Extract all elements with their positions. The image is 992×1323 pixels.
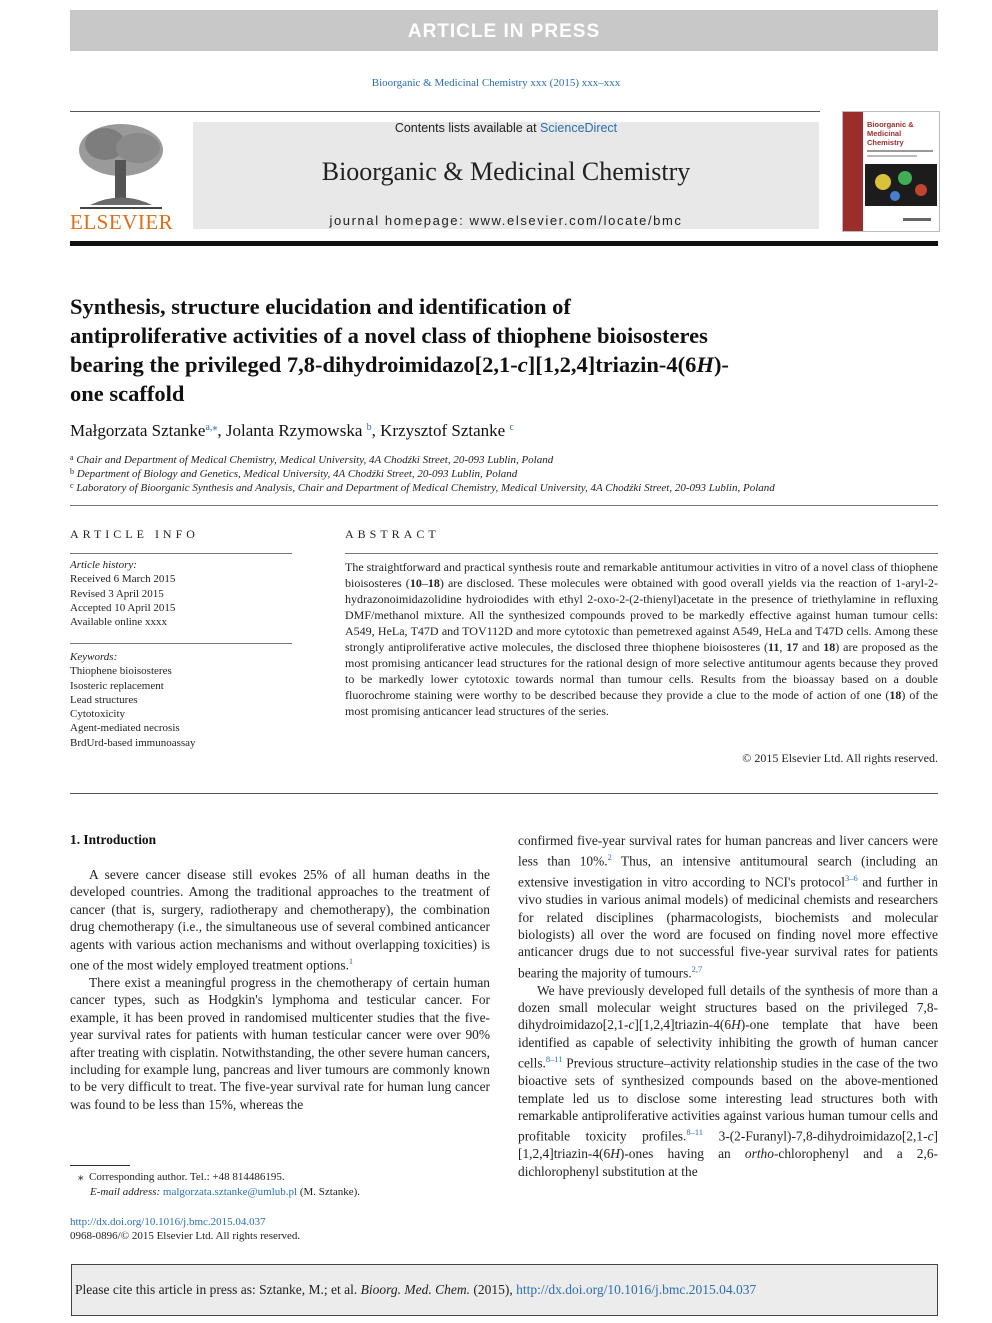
title-line-1: Synthesis, structure elucidation and identification of [70,294,571,319]
journal-title: Bioorganic & Medicinal Chemistry [321,157,691,186]
abstract-bottom-rule [70,793,938,794]
history-label: Article history: [70,559,137,571]
abstract-text [345,559,938,719]
article-info-heading: ARTICLE INFO [70,527,199,541]
intro-r2-text: Thus, an intensive antitumoural search (including an extensive investigation in vitro according to NCI's protocol [518,853,939,890]
author-1-sup[interactable]: a,⁎ [205,422,218,433]
cover-journal-title: Bioorganic & Medicinal Chemistry [867,120,914,147]
intro-p3-text: 3-(2-Furanyl)-7,8-dihydroimidazo[2,1- [703,1128,928,1144]
affiliation-b-text: Department of Biology and Genetics, Medical University, 4A Chodźki Street, 20-093 Lublin, Poland [76,468,518,480]
intro-p3-italic: H [610,1146,620,1162]
footnote-rule [70,1165,130,1166]
compound-ref: 18 [427,576,440,590]
keywords-label: Keywords: [70,651,118,663]
author-3: Krzysztof Sztanke [380,421,506,440]
intro-p3-italic: c [628,1017,635,1033]
left-column [70,866,490,1113]
sciencedirect-link[interactable]: ScienceDirect [540,121,618,135]
email-link[interactable]: malgorzata.sztanke@umlub.pl [162,1186,298,1198]
compound-ref: 18 [823,640,836,654]
intro-paragraph-1 [70,866,490,974]
journal-homepage[interactable]: journal homepage: www.elsevier.com/locate/bmc [329,213,683,228]
keywords-list [70,650,300,750]
cite-journal: Bioorg. Med. Chem. [360,1282,471,1297]
intro-paragraph-3 [518,982,938,1180]
keyword: Thiophene bioisosteres [70,665,172,678]
header-bottom-rule [70,241,938,246]
revised-date: Revised 3 April 2015 [70,587,164,600]
intro-p3-text: We have previously developed full details of the synthesis of more than a dozen small molecular weight structures based on the privileged 7,8-dihydroimidazo[2,1- [518,982,938,1033]
title-line-3-part-b: c [517,352,528,377]
cite-prefix: Please cite this article in press as: Sztanke, M.; et al. [75,1282,361,1297]
footnote-star: ⁎ [78,1171,84,1183]
intro-p2-text: There exist a meaningful progress in the chemotherapy of certain human cancer types, such as Hodgkin's lymphoma and testicular cancer. For example, it has been proved in randomised multicenter studies that the five-year survival rates for patients with human testicular cancer were over 90% after treating with cisplatin. Notwithstanding, the other severe human cancers, including for example lung, pancreas and liver tumours are commonly known to be very difficult to treat. The five-year survival rate for human lung cancer was found to be less than 15%, whereas the [70,974,490,1112]
abstract-copyright: © 2015 Elsevier Ltd. All rights reserved. [742,751,938,765]
abstract-part: and [798,640,824,654]
affiliation-b-sup: b [70,467,74,476]
keywords-rule [70,643,292,644]
keyword: BrdUrd-based immunoassay [70,736,196,749]
abstract-part: ) are disclosed. These molecules were obtained with good overall yields via the reaction of 1-aryl-2-hydrazonoimidazolidine hydroiodides with ethyl 2-oxo-2-(2-thienyl)acetate in the presence of triethylamine in refluxing DMF/methanol mixture. All the synthesized compounds proved to be markedly effective against human tumour cells: A549, HeLa, T47D and TOV112D and more cytotoxic than pemetrexed against A549, HeLa and T47D cells. Among these strongly antiproliferative active molecules, the disclosed three thiophene bioisosteres ( [345,576,938,654]
intro-p3-text: ][1,2,4]triazin-4(6 [634,1017,732,1033]
intro-p3-text: Previous structure–activity relationship studies in the case of the two bioactive sets of synthesized compounds based on the above-mentioned template led us to disclose some interesting lead structures both with remarkable antiproliferative activities against various human tumour cells and profitable toxicity profiles. [518,1055,938,1144]
compound-ref: 18 [889,688,902,702]
keyword: Cytotoxicity [70,708,125,721]
intro-paragraph-2 [70,974,490,1113]
citation-ref[interactable]: 8–11 [545,1054,563,1065]
publisher-wordmark: ELSEVIER [70,210,174,234]
corresponding-author-footnote [70,1170,490,1200]
accepted-date: Accepted 10 April 2015 [70,601,176,614]
intro-p3-italic: ortho [744,1146,774,1162]
intro-p3-text: ][1,2,4]triazin-4(6 [518,1128,938,1162]
abstract-heading: ABSTRACT [345,527,440,541]
author-2-sup[interactable]: b [366,422,372,433]
affiliation-a [70,453,930,466]
journal-reference-link[interactable]: Bioorganic & Medicinal Chemistry xxx (2015) xxx–xxx [371,77,621,89]
intro-r3-text: and further in vivo studies in various animal models) of medicinal chemists and researchers for related disciplines (pharmacologists, biochemists and molecular biologists) all over the word are focused on finding novel more effective anticancer drugs due to not successful five-year survival rates for patients bearing the majority of tumours. [518,874,938,981]
email-label: E-mail address: [90,1186,163,1198]
contents-prefix: Contents lists available at [394,121,541,135]
compound-ref: 17 [786,640,799,654]
intro-p3-text: -chlorophenyl and a 2,6-dichlorophenyl substitution at the [518,1146,938,1179]
author-2: Jolanta Rzymowska [225,421,363,440]
article-info-rule [70,553,292,554]
intro-p3-italic: H [731,1017,741,1033]
title-line-2: antiproliferative activities of a novel class of thiophene bioisosteres [70,323,708,348]
footnote-corresponding: Corresponding author. Tel.: +48 814486195. [89,1171,285,1183]
citation-box [71,1264,938,1316]
header-top-rule [70,111,820,112]
contents-line [193,121,819,135]
cite-doi-link[interactable]: http://dx.doi.org/10.1016/j.bmc.2015.04.037 [516,1282,757,1297]
citation-ref[interactable]: 8–11 [686,1127,704,1138]
keyword: Lead structures [70,693,138,706]
citation-ref[interactable]: 2,7 [691,963,703,974]
title-line-3-part-e: )- [713,352,729,377]
affiliation-a-sup: a [70,453,74,462]
intro-p1-text: A severe cancer disease still evokes 25% of all human deaths in the developed countries. Among the traditional approaches to the treatment of cancer (that is, surgery, radiotherapy and chemotherapy), the combination drug chemotherapy (i.e., the simultaneous use of several combined anticancer agents with various action mechanisms and without overlapping toxicities) is one of the most widely employed treatment options. [70,867,490,973]
abstract-part: The straightforward and practical synthesis route and remarkable antitumour activities in vitro of a novel class of thiophene bioisosteres ( [345,560,938,590]
article-history [70,558,300,629]
journal-cover-thumbnail [842,111,940,232]
intro-p3-text: )-ones having an [619,1146,745,1162]
title-line-3-part-a: bearing the privileged 7,8-dihydroimidazo[2,1- [70,352,518,377]
intro-paragraph-2-cont [518,832,938,982]
intro-p3-italic: c [927,1128,934,1144]
keyword: Isosteric replacement [70,679,164,692]
issn-line: 0968-0896/© 2015 Elsevier Ltd. All rights reserved. [70,1230,301,1242]
affiliation-rule [70,505,938,506]
title-line-4: one scaffold [70,381,185,406]
doi-link[interactable]: http://dx.doi.org/10.1016/j.bmc.2015.04.037 [70,1216,266,1228]
intro-p3-text: )-one template that have been identified as capable of selectivity inhibiting the growth of human cancer cells. [518,1017,938,1071]
title-line-3-part-c: ][1,2,4]triazin-4(6 [527,352,697,377]
received-date: Received 6 March 2015 [70,573,176,586]
author-list: Małgorzata Sztanke$^{a,⁎}$, Jolanta Rzymowska $^b$, Krzysztof Sztanke $^c$ [70,421,514,440]
abstract-part: ) of the most promising anticancer lead structures of the series. [345,688,938,718]
abstract-part: – [421,576,428,590]
title-line-3 [70,350,850,379]
online-date: Available online xxxx [70,616,167,629]
citation-ref[interactable]: 3–6 [844,873,858,884]
intro-r1-text: confirmed five-year survival rates for human pancreas and liver cancers were less than 10%. [518,833,938,869]
title-line-3-part-d: H [696,352,714,377]
compound-ref: 10 [409,576,422,590]
cite-year: (2015), [470,1282,517,1297]
email-suffix: (M. Sztanke). [297,1186,361,1198]
article-title [70,292,850,408]
author-1: Małgorzata Sztanke [70,421,206,440]
citation-ref[interactable]: 2 [607,852,612,863]
keyword: Agent-mediated necrosis [70,722,180,735]
right-column [518,832,938,1180]
citation-ref[interactable]: 1 [348,956,354,967]
article-in-press-banner: ARTICLE IN PRESS [70,10,938,51]
introduction-heading: 1. Introduction [70,832,157,847]
abstract-rule [345,553,938,554]
affiliation-c-sup: c [70,481,74,490]
affiliation-c [70,481,930,494]
abstract-part: , [779,640,787,654]
affiliation-b [70,467,930,480]
abstract-part: ) are proposed as the most promising anticancer lead structures for the rational design of more selective antitumour agents because they proved to be markedly lower cytotoxic towards normal than tumour cells. Results from the bioassay based on a double fluorochrome staining were worthy to be described because they provide a clue to the mode of action of one ( [345,640,939,702]
author-3-sup[interactable]: c [509,422,514,433]
compound-ref: 11 [767,640,780,654]
affiliation-a-text: Chair and Department of Medical Chemistry, Medical University, 4A Chodźki Street, 20-093 Lublin, Poland [76,454,554,466]
affiliation-c-text: Laboratory of Bioorganic Synthesis and Analysis, Chair and Department of Medical Chemistry, Medical University, 4A Chodźki Street, 20-093 Lublin, Poland [76,482,775,494]
